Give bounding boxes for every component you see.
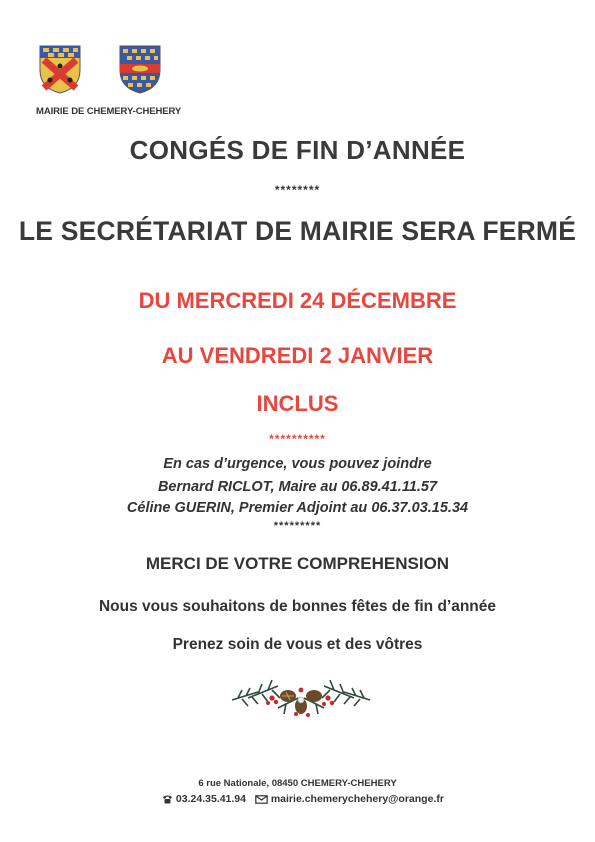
phone-icon xyxy=(162,794,173,804)
christmas-garland-icon xyxy=(228,668,374,728)
footer-email[interactable]: mairie.chemerychehery@orange.fr xyxy=(270,793,444,806)
separator-3: ********* xyxy=(273,520,322,532)
holiday-wish: Nous vous souhaitons de bonnes fêtes de fin d’année xyxy=(98,598,497,615)
contact-mayor: Bernard RICLOT, Maire au 06.89.41.11.57 xyxy=(157,479,438,495)
crests xyxy=(38,44,178,96)
notice-headline: LE SECRÉTARIAT DE MAIRIE SERA FERMÉ xyxy=(18,216,577,246)
care-wish: Prenez soin de vous et des vôtres xyxy=(172,636,423,653)
closure-start-date: DU MERCREDI 24 DÉCEMBRE xyxy=(138,288,457,313)
footer-address: 6 rue Nationale, 08450 CHEMERY-CHEHERY xyxy=(198,778,397,789)
footer-contact xyxy=(162,793,444,805)
mairie-label: MAIRIE DE CHEMERY-CHEHERY xyxy=(36,106,182,117)
separator-2: ********** xyxy=(269,432,326,446)
closure-end-date: AU VENDREDI 2 JANVIER xyxy=(161,343,434,368)
footer-phone[interactable]: 03.24.35.41.94 xyxy=(175,793,246,806)
contact-deputy: Céline GUERIN, Premier Adjoint au 06.37.03.15.34 xyxy=(126,500,469,516)
coat-of-arms-left-icon xyxy=(38,44,82,94)
notice-title: CONGÉS DE FIN D’ANNÉE xyxy=(129,135,466,165)
emergency-intro: En cas d’urgence, vous pouvez joindre xyxy=(163,456,432,472)
thanks-text: MERCI DE VOTRE COMPREHENSION xyxy=(145,554,450,573)
closure-inclusive: INCLUS xyxy=(256,391,339,416)
coat-of-arms-right-icon xyxy=(118,44,162,94)
envelope-icon xyxy=(255,795,268,804)
separator-1: ******** xyxy=(274,183,321,197)
